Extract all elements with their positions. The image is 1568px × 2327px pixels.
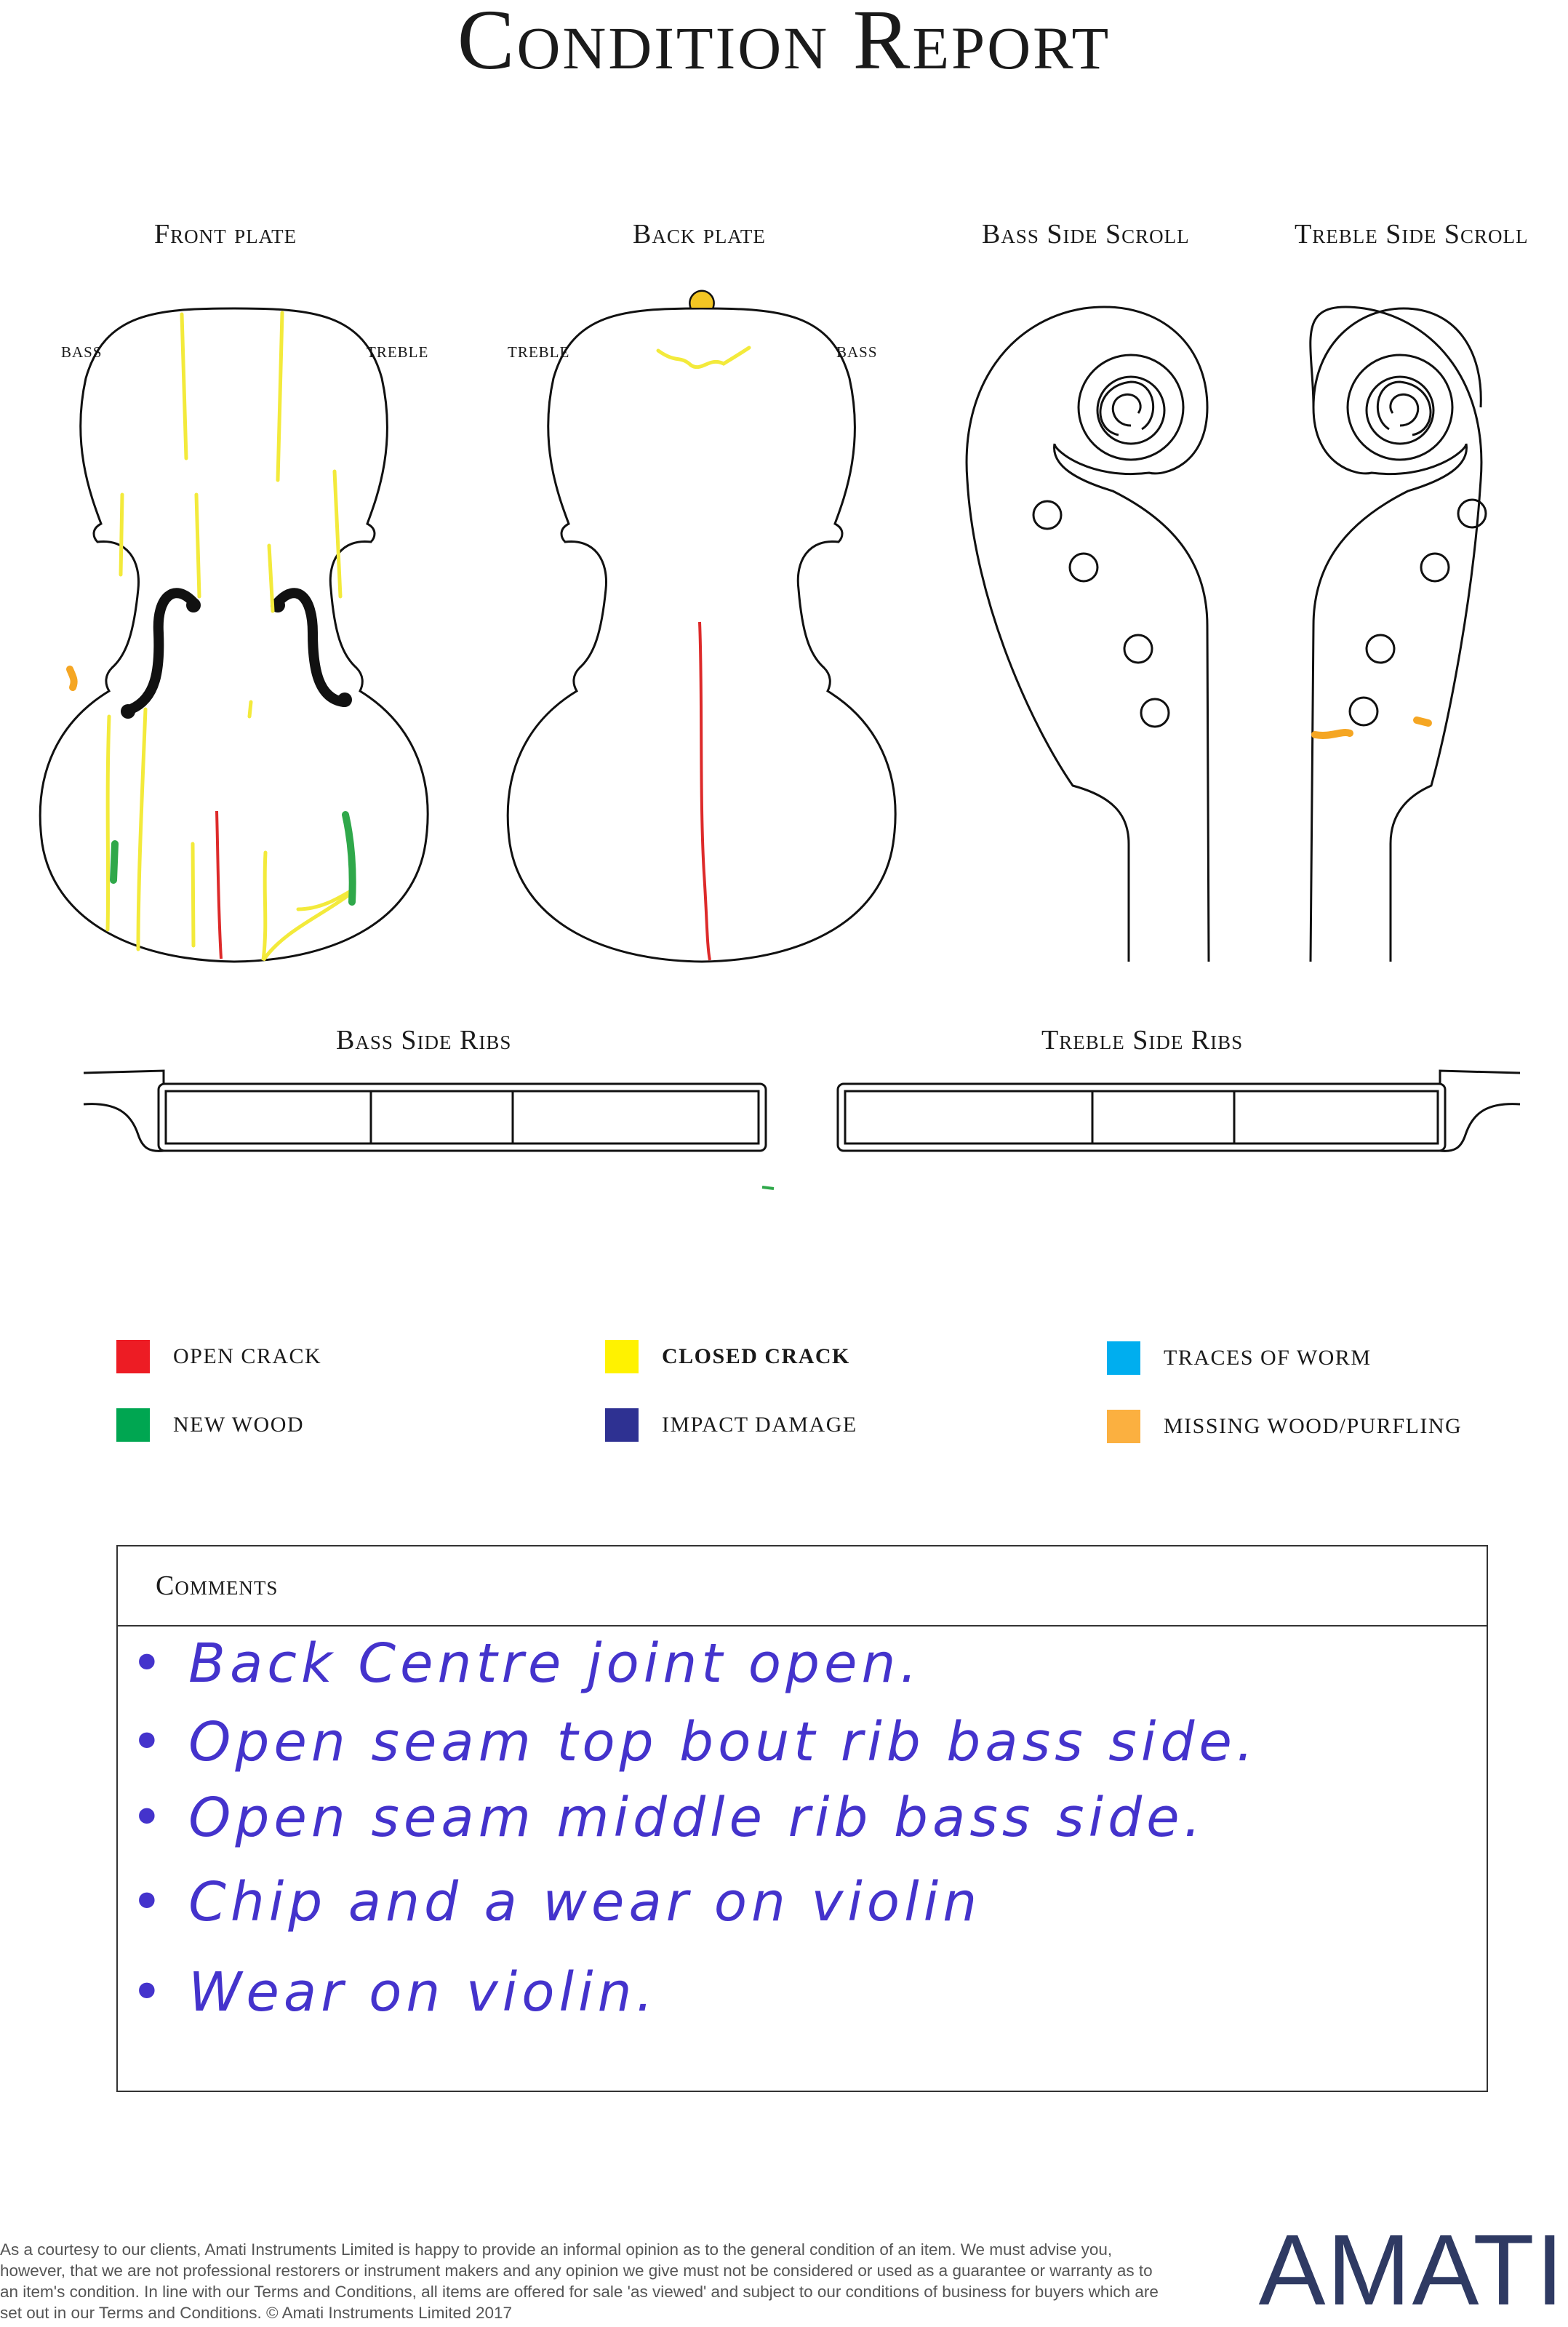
legend-new-wood: NEW WOOD — [116, 1408, 304, 1442]
page-title: Condition Report — [457, 0, 1111, 87]
back-open-crack — [700, 622, 710, 960]
bass-side-ribs-label: Bass Side Ribs — [336, 1025, 512, 1055]
legend-swatch — [116, 1408, 150, 1442]
front-open-crack — [217, 811, 221, 959]
comment-line-2: • Open seam top bout rib bass side. — [131, 1711, 1258, 1773]
legend-swatch — [116, 1340, 150, 1373]
front-new-wood — [113, 815, 353, 902]
comments-box — [116, 1545, 1488, 2092]
treble-side-scroll-outline — [1311, 307, 1486, 962]
front-treble-label: TREBLE — [367, 343, 429, 361]
front-bass-label: BASS — [61, 343, 103, 361]
comment-line-1: • Back Centre joint open. — [131, 1632, 921, 1695]
front-plate-label: Front plate — [154, 219, 297, 250]
back-plate-label: Back plate — [633, 219, 766, 250]
legend-swatch — [605, 1408, 639, 1442]
front-missing-wood — [70, 669, 74, 687]
back-bass-label: BASS — [836, 343, 878, 361]
comment-line-5: • Wear on violin. — [131, 1961, 658, 2024]
back-closed-crack — [658, 348, 749, 367]
treble-side-scroll-label: Treble Side Scroll — [1295, 219, 1529, 250]
disclaimer-text: As a courtesy to our clients, Amati Instruments Limited is happy to provide an informal opinion as to the general condition of an item. We must advise you, however, that we are not professional restorers or instrument makers and any opinion we give must not be considered or used as a guarantee or warranty as to an item's condition. In line with our Terms and Conditions, all items are offered for sale 'as viewed' and subject to our conditions of business for buyers which are set out in our Terms and Conditions. © Amati Instruments Limited 2017 — [0, 2240, 1159, 2322]
back-button-chip — [690, 291, 714, 308]
legend-impact-damage: IMPACT DAMAGE — [605, 1408, 857, 1442]
stray-mark — [762, 1187, 774, 1189]
comment-line-3: • Open seam middle rib bass side. — [131, 1787, 1206, 1849]
legend-swatch — [605, 1340, 639, 1373]
legend-swatch — [1107, 1341, 1140, 1375]
treble-side-ribs-label: Treble Side Ribs — [1041, 1025, 1244, 1055]
legend-traces-of-worm: TRACES OF WORM — [1107, 1341, 1372, 1375]
bass-side-scroll-label: Bass Side Scroll — [982, 219, 1190, 250]
treble-side-ribs-outline — [838, 1071, 1520, 1151]
legend-open-crack: OPEN CRACK — [116, 1340, 321, 1373]
f-holes — [131, 593, 343, 709]
comments-header: Comments — [118, 1546, 1487, 1626]
back-plate-outline — [508, 291, 895, 962]
comment-line-4: • Chip and a wear on violin — [131, 1871, 982, 1933]
bass-side-ribs-outline — [84, 1071, 766, 1151]
front-plate-outline — [40, 308, 428, 962]
back-treble-label: TREBLE — [508, 343, 570, 361]
legend-closed-crack: CLOSED CRACK — [605, 1340, 850, 1373]
bass-side-scroll-outline — [967, 307, 1209, 962]
brand-logo: AMATI — [1258, 2214, 1565, 2326]
legend-swatch — [1107, 1410, 1140, 1443]
legend-missing-wood-purfling: MISSING WOOD/PURFLING — [1107, 1410, 1462, 1443]
